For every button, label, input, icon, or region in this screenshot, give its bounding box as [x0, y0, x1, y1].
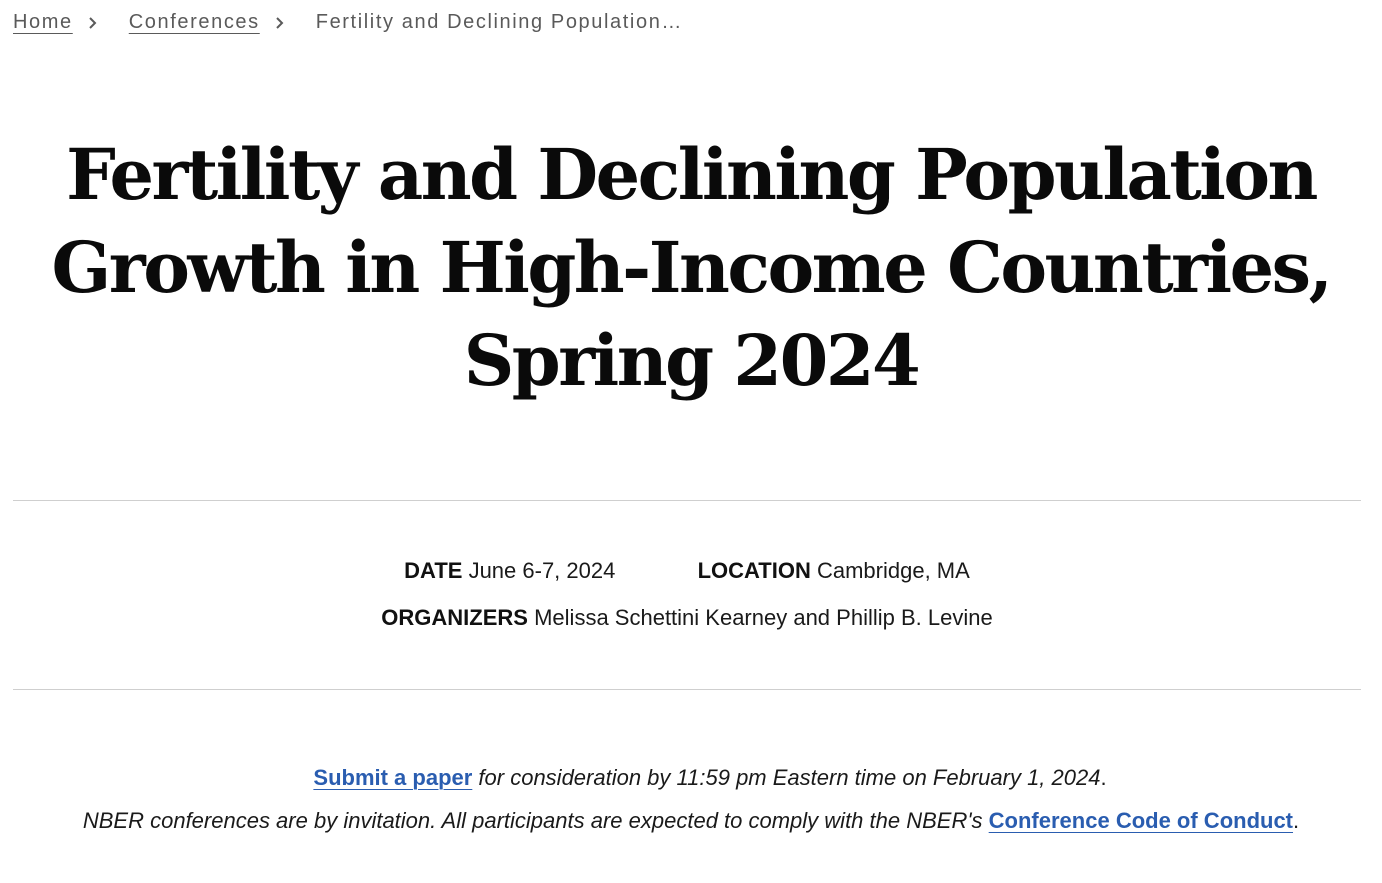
submit-paper-link[interactable]: Submit a paper: [313, 765, 473, 790]
submit-end: .: [1100, 765, 1107, 790]
chevron-right-icon: [73, 11, 129, 34]
location-label: LOCATION: [697, 558, 811, 583]
breadcrumb-conferences-link[interactable]: Conferences: [128, 11, 260, 33]
page-title-line-1: Fertility and Declining Population: [66, 133, 1316, 216]
meta-row-date-location: [0, 558, 1374, 584]
page-title-line-2: Growth in High-Income Countries,: [51, 226, 1331, 309]
divider-bottom: [13, 689, 1361, 690]
divider-top: [13, 500, 1361, 501]
conduct-note: [0, 808, 1382, 834]
submit-note: [0, 765, 1382, 791]
location-value: Cambridge, MA: [816, 558, 970, 583]
breadcrumb-current: Fertility and Declining Population…: [315, 11, 684, 33]
conduct-text: NBER conferences are by invitation. All participants are expected to comply with the NBER's: [82, 808, 989, 833]
page-title: [40, 128, 1342, 407]
organizers-label: ORGANIZERS: [381, 605, 528, 630]
breadcrumb-home-link[interactable]: Home: [13, 11, 73, 33]
date-value: June 6-7, 2024: [468, 558, 616, 583]
code-of-conduct-link[interactable]: Conference Code of Conduct: [988, 808, 1294, 833]
breadcrumb: [13, 11, 683, 34]
meta-row-organizers: [0, 605, 1374, 631]
chevron-right-icon: [260, 11, 316, 34]
submit-deadline-text: for consideration by 11:59 pm Eastern time on February 1, 2024: [472, 765, 1101, 790]
date-label: DATE: [404, 558, 463, 583]
conduct-end: .: [1293, 808, 1300, 833]
organizers-value: Melissa Schettini Kearney and Phillip B. Levine: [534, 605, 993, 630]
page-title-line-3: Spring 2024: [463, 319, 919, 402]
